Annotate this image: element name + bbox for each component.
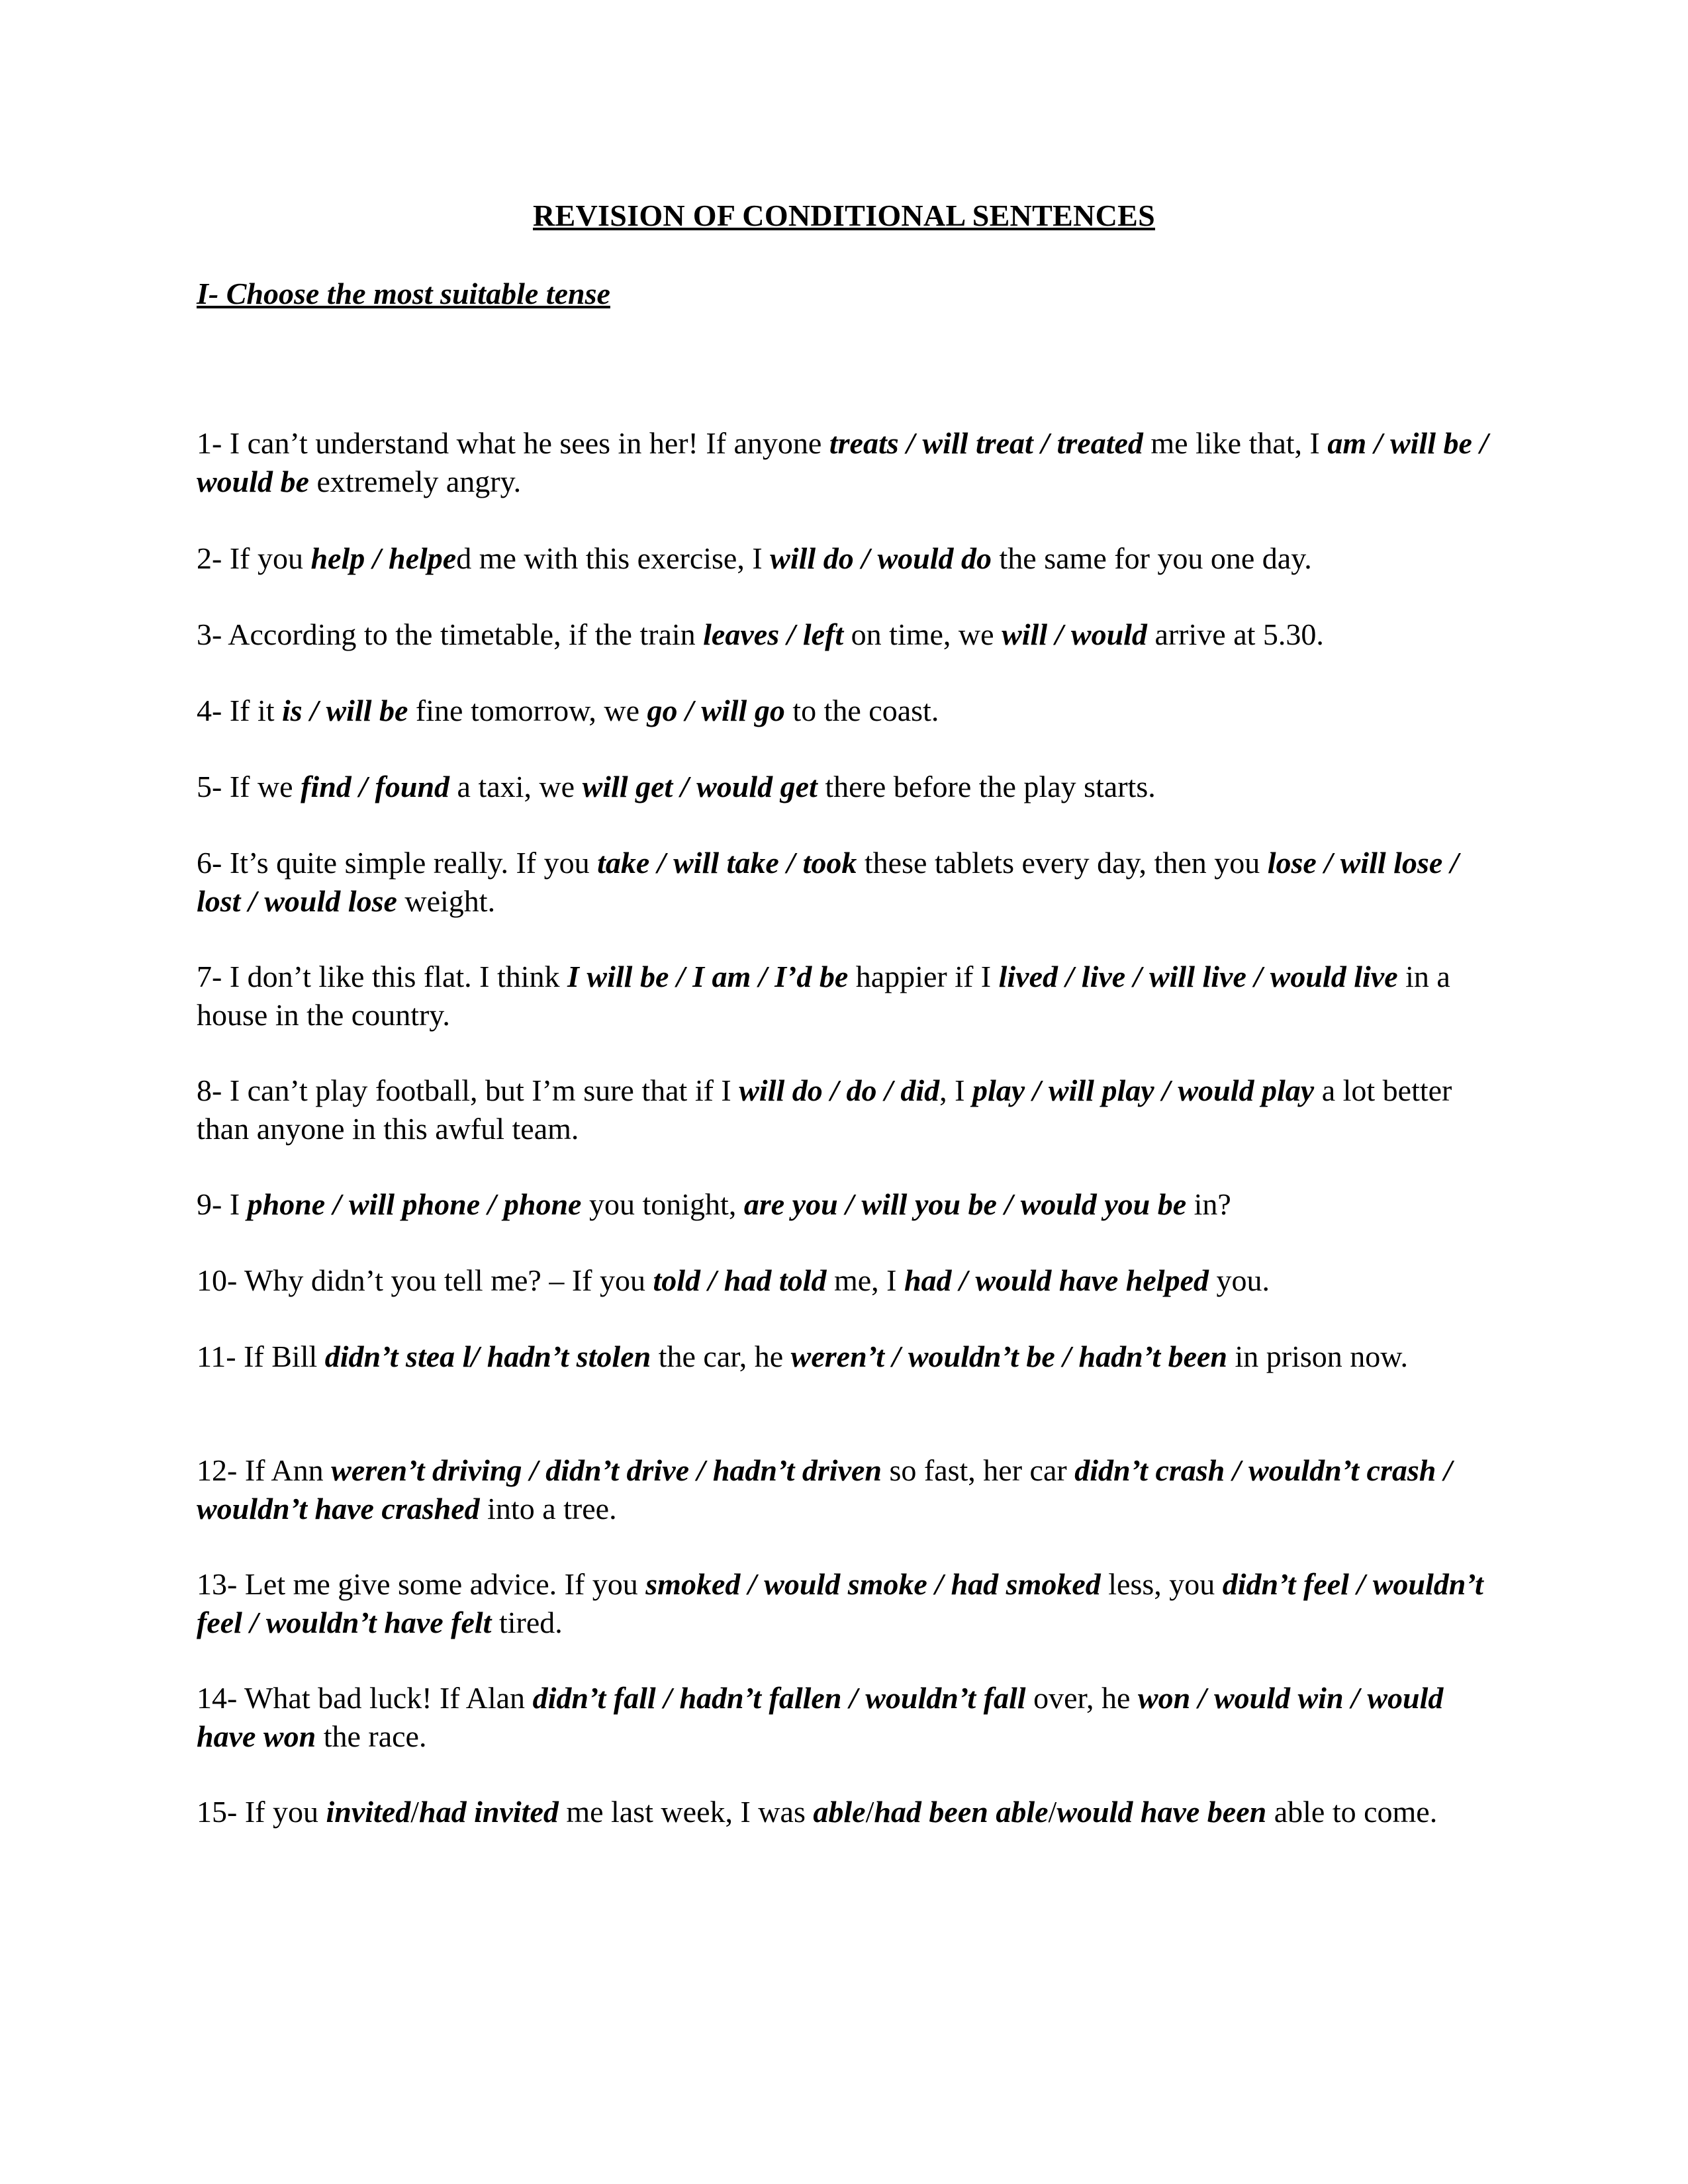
answer-options: take / will take / took <box>597 846 857 880</box>
sentence-text: on time, we <box>843 617 1002 651</box>
answer-options: will do / would do <box>770 541 992 575</box>
exercise-item <box>197 1679 1491 1756</box>
answer-options: treats / will treat / treated <box>829 426 1143 460</box>
exercise-item <box>197 768 1491 806</box>
answer-options: didn’t stea l/ hadn’t stolen <box>324 1340 651 1373</box>
answer-options: lived / live / will live / would live <box>998 960 1398 993</box>
sentence-text: these tablets every day, then you <box>857 846 1268 880</box>
answer-options: lose / will lose / lost / would lose <box>197 846 1459 918</box>
answer-options: play / will play / would play <box>972 1073 1315 1107</box>
answer-options: find / found <box>301 770 450 803</box>
sentence-text: the same for you one day. <box>992 541 1312 575</box>
sentence-text: to the coast. <box>784 694 939 727</box>
answer-options: invited <box>326 1795 411 1829</box>
sentence-text: you tonight, <box>581 1187 744 1221</box>
answer-options: won / would win / would have won <box>197 1681 1444 1753</box>
sentence-text: me like that, I <box>1143 426 1328 460</box>
sentence-text: you. <box>1209 1263 1270 1297</box>
answer-options: weren’t / wouldn’t be / hadn’t been <box>790 1340 1228 1373</box>
sentence-text: 10- Why didn’t you tell me? – If you <box>197 1263 653 1297</box>
sentence-text: 3- According to the timetable, if the train <box>197 617 704 651</box>
sentence-text: fine tomorrow, we <box>408 694 647 727</box>
sentence-text: d me with this exercise, I <box>456 541 771 575</box>
exercise-item <box>197 1565 1491 1642</box>
sentence-text: weight. <box>397 884 496 918</box>
exercise-item <box>197 1338 1491 1376</box>
sentence-text: me last week, I was <box>558 1795 814 1829</box>
sentence-text: 1- I can’t understand what he sees in her! If anyone <box>197 426 829 460</box>
answer-options: weren’t driving / didn’t drive / hadn’t driven <box>331 1453 882 1487</box>
exercise-item <box>197 424 1491 501</box>
answer-options: didn’t feel / wouldn’t feel / wouldn’t have felt <box>197 1567 1483 1639</box>
sentence-text: 13- Let me give some advice. If you <box>197 1567 646 1601</box>
sentence-text: 4- If it <box>197 694 283 727</box>
sentence-text: 12- If Ann <box>197 1453 332 1487</box>
sentence-text: the car, he <box>651 1340 791 1373</box>
sentence-text: the race. <box>316 1719 427 1753</box>
answer-options: had / would have helped <box>904 1263 1209 1297</box>
sentence-text: so fast, her car <box>881 1453 1075 1487</box>
sentence-text: a taxi, we <box>449 770 583 803</box>
sentence-text: happier if I <box>848 960 999 993</box>
sentence-text: 15- If you <box>197 1795 326 1829</box>
answer-options: help / helpe <box>310 541 457 575</box>
sentence-text: a lot better than anyone in this awful team. <box>197 1073 1452 1146</box>
sentence-text: arrive at 5.30. <box>1147 617 1324 651</box>
exercise-item <box>197 1185 1491 1224</box>
sentence-text: 14- What bad luck! If Alan <box>197 1681 533 1715</box>
exercise-item <box>197 1451 1491 1528</box>
sentence-text: in prison now. <box>1227 1340 1409 1373</box>
sentence-text: 6- It’s quite simple really. If you <box>197 846 598 880</box>
sentence-text: 2- If you <box>197 541 311 575</box>
answer-options: will do / do / did <box>739 1073 940 1107</box>
sentence-text: tired. <box>491 1606 563 1639</box>
sentence-text: 8- I can’t play football, but I’m sure that if I <box>197 1073 739 1107</box>
answer-options: would have been <box>1056 1795 1267 1829</box>
sentence-text: 9- I <box>197 1187 248 1221</box>
answer-options: will get / would get <box>582 770 818 803</box>
exercise-item <box>197 692 1491 730</box>
sentence-text: less, you <box>1100 1567 1223 1601</box>
sentence-text: in? <box>1186 1187 1231 1221</box>
sentence-text: there before the play starts. <box>817 770 1156 803</box>
page-title: REVISION OF CONDITIONAL SENTENCES <box>533 199 1155 232</box>
answer-options: told / had told <box>653 1263 827 1297</box>
sentence-text: , I <box>939 1073 972 1107</box>
answer-options: leaves / left <box>703 617 844 651</box>
answer-options: go / will go <box>647 694 785 727</box>
answer-options: had invited <box>419 1795 559 1829</box>
exercise-item <box>197 844 1491 921</box>
answer-options: had been able <box>874 1795 1049 1829</box>
answer-options: able <box>813 1795 866 1829</box>
exercise-item <box>197 615 1491 654</box>
sentence-text: extremely angry. <box>308 465 522 498</box>
exercise-item <box>197 1071 1491 1148</box>
exercise-item <box>197 958 1491 1034</box>
sentence-text: 5- If we <box>197 770 301 803</box>
sentence-text: / <box>865 1795 874 1829</box>
sentence-text: / <box>1048 1795 1057 1829</box>
sentence-text: 7- I don’t like this flat. I think <box>197 960 568 993</box>
exercise-item <box>197 1261 1491 1300</box>
sentence-text: over, he <box>1025 1681 1138 1715</box>
answer-options: smoked / would smoke / had smoked <box>645 1567 1101 1601</box>
answer-options: didn’t crash / wouldn’t crash / wouldn’t have crashed <box>197 1453 1452 1525</box>
exercise-item <box>197 539 1491 578</box>
answer-options: didn’t fall / hadn’t fallen / wouldn’t fall <box>532 1681 1026 1715</box>
sentence-text: / <box>410 1795 420 1829</box>
answer-options: is / will be <box>282 694 408 727</box>
sentence-text: 11- If Bill <box>197 1340 325 1373</box>
sentence-text: me, I <box>826 1263 904 1297</box>
section-heading: I- Choose the most suitable tense <box>197 277 610 310</box>
answer-options: are you / will you be / would you be <box>743 1187 1187 1221</box>
exercise-item <box>197 1793 1491 1831</box>
sentence-text: in a house in the country. <box>197 960 1450 1032</box>
answer-options: am / will be / would be <box>197 426 1489 498</box>
sentence-text: into a tree. <box>479 1492 617 1525</box>
answer-options: will / would <box>1002 617 1147 651</box>
answer-options: phone / will phone / phone <box>247 1187 582 1221</box>
sentence-text: able to come. <box>1266 1795 1438 1829</box>
answer-options: I will be / I am / I’d be <box>567 960 849 993</box>
